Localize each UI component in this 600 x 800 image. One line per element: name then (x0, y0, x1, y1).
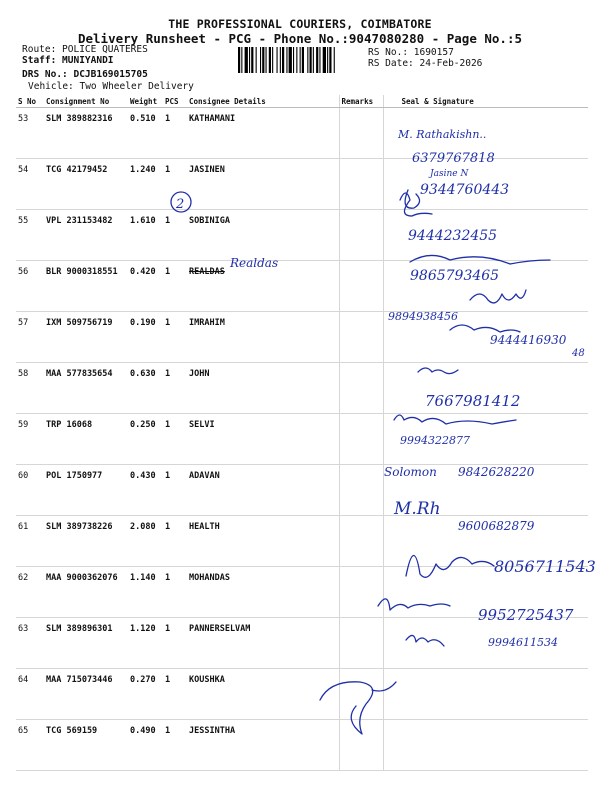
row-weight: 1.120 (128, 618, 163, 669)
barcode-bar (286, 47, 287, 73)
row-remarks (339, 312, 383, 363)
barcode-bar (277, 47, 278, 73)
barcode-bar (316, 47, 318, 73)
row-weight: 1.610 (128, 210, 163, 261)
row-sno: 60 (16, 465, 44, 516)
row-weight: 0.630 (128, 363, 163, 414)
row-signature (383, 312, 588, 363)
table-row (16, 618, 588, 669)
row-remarks (339, 414, 383, 465)
row-consignment-no: SLM 389896301 (44, 618, 128, 669)
handwritten-name: Realdas (230, 256, 279, 270)
row-sno: 65 (16, 720, 44, 771)
barcode-bar (256, 47, 257, 73)
barcode-bar (307, 47, 308, 73)
row-consignment-no: TCG 569159 (44, 720, 128, 771)
barcode-bar (313, 47, 314, 73)
row-remarks (339, 210, 383, 261)
barcode-bar (323, 47, 326, 73)
row-weight: 0.430 (128, 465, 163, 516)
row-consignment-no: POL 1750977 (44, 465, 128, 516)
handwritten-phone: 9994322877 (400, 434, 470, 447)
handwritten-phone: 8056711543 (494, 557, 596, 576)
row-sno: 62 (16, 567, 44, 618)
barcode-bar (280, 47, 281, 73)
table-row (16, 465, 588, 516)
row-consignee: MOHANDAS (187, 567, 339, 618)
row-weight: 1.240 (128, 159, 163, 210)
row-consignment-no: SLM 389882316 (44, 108, 128, 159)
barcode-bar (249, 47, 250, 73)
barcode-bar (293, 47, 294, 73)
handwritten-phone: 9894938456 (388, 310, 458, 323)
barcode-bar (296, 47, 297, 73)
barcode-bar (266, 47, 267, 73)
row-pcs: 1 (163, 414, 187, 465)
row-consignee: ADAVAN (187, 465, 339, 516)
barcode-bar (262, 47, 264, 73)
row-pcs: 1 (163, 567, 187, 618)
row-weight: 0.420 (128, 261, 163, 312)
row-signature (383, 567, 588, 618)
row-weight: 0.270 (128, 669, 163, 720)
row-signature (383, 363, 588, 414)
row-consignment-no: MAA 715073446 (44, 669, 128, 720)
row-signature (383, 108, 588, 159)
vehicle-label: Vehicle: Two Wheeler Delivery (28, 81, 194, 92)
row-weight: 0.490 (128, 720, 163, 771)
row-consignment-no: MAA 9000362076 (44, 567, 128, 618)
row-sno: 61 (16, 516, 44, 567)
row-consignment-no: VPL 231153482 (44, 210, 128, 261)
row-pcs: 1 (163, 210, 187, 261)
handwritten-phone: 7667981412 (425, 392, 521, 410)
handwritten-phone: 9444416930 (490, 333, 567, 347)
row-consignee: REALDAS (187, 261, 339, 312)
row-sno: 54 (16, 159, 44, 210)
row-weight: 0.510 (128, 108, 163, 159)
company-title: THE PROFESSIONAL COURIERS, COIMBATORE (168, 17, 432, 31)
barcode-bar (241, 47, 242, 73)
handwritten-phone: 9952725437 (478, 606, 574, 624)
col-signature-header: Seal & Signature (383, 95, 588, 108)
row-weight: 2.080 (128, 516, 163, 567)
handwritten-name: M.Rh (394, 499, 441, 519)
col-remarks-header: Remarks (339, 95, 383, 108)
row-remarks (339, 108, 383, 159)
barcode-image (238, 47, 364, 73)
row-signature (383, 618, 588, 669)
runsheet-title: Delivery Runsheet - PCG - Phone No.:9047080280 - Page No.:5 (77, 31, 522, 46)
row-consignee: JASINEN (187, 159, 339, 210)
row-remarks (339, 516, 383, 567)
row-signature (383, 210, 588, 261)
table-header-row (16, 95, 588, 108)
barcode-bar (260, 47, 261, 73)
barcode-bar (245, 47, 248, 73)
barcode-bar (319, 47, 320, 73)
row-consignee: IMRAHIM (187, 312, 339, 363)
barcode-bar (310, 47, 312, 73)
table-row (16, 720, 588, 771)
drs-number: DRS No.: DCJB169015705 (22, 69, 148, 80)
row-remarks (339, 669, 383, 720)
table-row (16, 312, 588, 363)
table-row (16, 669, 588, 720)
circled-number: 2 (176, 197, 185, 212)
row-pcs: 1 (163, 312, 187, 363)
row-consignee: JOHN (187, 363, 339, 414)
row-sno: 58 (16, 363, 44, 414)
table-row (16, 159, 588, 210)
row-consignee: KATHAMANI (187, 108, 339, 159)
barcode-bar (251, 47, 253, 73)
barcode-bar (334, 47, 335, 73)
runsheet-table (16, 95, 588, 771)
row-signature (383, 261, 588, 312)
col-weight-header: Weight (128, 95, 163, 108)
barcode-bar (238, 47, 240, 73)
handwritten-name: Solomon (384, 465, 437, 479)
row-sno: 55 (16, 210, 44, 261)
barcode-bar (329, 47, 331, 73)
row-signature (383, 669, 588, 720)
barcode-bar (269, 47, 271, 73)
row-weight: 0.190 (128, 312, 163, 363)
row-pcs: 1 (163, 720, 187, 771)
route-label: Route: POLICE QUATERES (22, 44, 148, 55)
row-sno: 64 (16, 669, 44, 720)
row-consignee: HEALTH (187, 516, 339, 567)
table-row (16, 261, 588, 312)
row-remarks (339, 567, 383, 618)
row-consignment-no: TCG 42179452 (44, 159, 128, 210)
row-remarks (339, 363, 383, 414)
rs-date: RS Date: 24-Feb-2026 (368, 58, 483, 69)
handwritten-phone: 9344760443 (420, 182, 510, 198)
row-remarks (339, 159, 383, 210)
row-pcs: 1 (163, 618, 187, 669)
row-pcs: 1 (163, 363, 187, 414)
handwritten-phone: 9842628220 (458, 465, 535, 479)
row-sno: 53 (16, 108, 44, 159)
row-consignment-no: BLR 9000318551 (44, 261, 128, 312)
row-pcs: 1 (163, 108, 187, 159)
row-weight: 1.140 (128, 567, 163, 618)
row-consignee: PANNERSELVAM (187, 618, 339, 669)
row-consignee: SELVI (187, 414, 339, 465)
row-signature (383, 516, 588, 567)
row-consignee: SOBINIGA (187, 210, 339, 261)
row-remarks (339, 465, 383, 516)
handwritten-phone: 9444232455 (408, 228, 498, 244)
row-consignee: KOUSHKA (187, 669, 339, 720)
row-signature (383, 414, 588, 465)
row-consignment-no: MAA 577835654 (44, 363, 128, 414)
table-row (16, 414, 588, 465)
row-sno: 56 (16, 261, 44, 312)
handwritten-phone: 6379767818 (412, 151, 495, 166)
table-row (16, 516, 588, 567)
col-consignment-header: Consignment No (44, 95, 128, 108)
barcode-bar (289, 47, 292, 73)
handwritten-name: Jasine N (430, 169, 469, 179)
table-row (16, 210, 588, 261)
barcode-bar (282, 47, 284, 73)
row-pcs: 1 (163, 159, 187, 210)
row-pcs: 1 (163, 261, 187, 312)
table-row (16, 567, 588, 618)
col-consignee-header: Consignee Details (187, 95, 339, 108)
row-consignment-no: IXM 509756719 (44, 312, 128, 363)
row-pcs: 1 (163, 516, 187, 567)
row-sno: 57 (16, 312, 44, 363)
row-remarks (339, 261, 383, 312)
row-consignment-no: TRP 16068 (44, 414, 128, 465)
table-row (16, 363, 588, 414)
barcode-bar (272, 47, 273, 73)
handwritten-phone: 9865793465 (410, 268, 500, 284)
table-row (16, 108, 588, 159)
handwritten-phone: 9994611534 (488, 636, 558, 649)
row-pcs: 1 (163, 669, 187, 720)
barcode-bar (300, 47, 301, 73)
row-signature (383, 465, 588, 516)
barcode-bar (327, 47, 328, 73)
col-sno-header: S No (16, 95, 44, 108)
barcode-bar (302, 47, 304, 73)
row-consignment-no: SLM 389738226 (44, 516, 128, 567)
row-consignee: JESSINTHA (187, 720, 339, 771)
row-signature (383, 720, 588, 771)
rs-number: RS No.: 1690157 (368, 47, 454, 58)
row-sno: 59 (16, 414, 44, 465)
row-remarks (339, 720, 383, 771)
row-signature (383, 159, 588, 210)
row-sno: 63 (16, 618, 44, 669)
col-pcs-header: PCS (163, 95, 187, 108)
handwritten-name: M. Rathakishn.. (398, 128, 487, 141)
row-pcs: 1 (163, 465, 187, 516)
staff-label: Staff: MUNIYANDI (22, 55, 114, 66)
row-remarks (339, 618, 383, 669)
handwritten-phone: 9600682879 (458, 519, 535, 533)
row-weight: 0.250 (128, 414, 163, 465)
handwritten-note: 48 (572, 348, 585, 359)
